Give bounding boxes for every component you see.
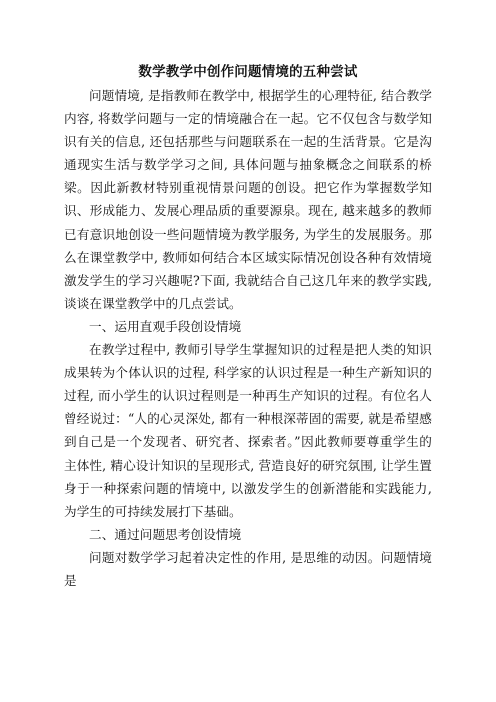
intro-paragraph: 问题情境, 是指教师在教学中, 根据学生的心理特征, 结合教学内容, 将数学问题与一定的情境融合在一起。它不仅包含与数学知识有关的信息, 还包括那些与问题联系在一起的生活背景。它是沟通现实生活与数学学习之间, 具体问题与抽象概念之间联系的桥梁。因此新教材特别重视情景问题的创设。把它作为掌握数学知识、形成能力、发展心理品质的重要源泉。现在, 越来越多的教师已有意识地创设一些问题情境为教学服务, 为学生的发展服务。那么在课堂教学中, 教师如何结合本区域实际情况创设各种有效情境激发学生的学习兴趣呢?下面, 我就结合自己这几年来的教学实践, 谈谈在课堂教学中的几点尝试。 — [64, 88, 432, 311]
section-2-paragraph: 问题对数学学习起着决定性的作用, 是思维的动因。问题情境是 — [64, 549, 432, 588]
section-heading-1: 一、运用直观手段创设情境 — [89, 318, 242, 334]
document-title: 数学教学中创作问题情境的五种尝试 — [138, 64, 358, 80]
document-page — [64, 62, 432, 592]
section-1-paragraph: 在教学过程中, 教师引导学生掌握知识的过程是把人类的知识成果转为个体认识的过程, 科学家的认识过程是一种生产新知识的过程, 而小学生的认识过程则是一种再生产知识的过程。有位名人曾经说过：“人的心灵深处, 都有一种根深蒂固的需要, 就是希望感到自己是一个发现者、研究者、探索者。”因此教师要尊重学生的主体性, 精心设计知识的呈现形式, 营造良好的研究氛围, 让学生置身于一种探索问题的情境中, 以激发学生的创新潜能和实践能力, 为学生的可持续发展打下基础。 — [64, 342, 432, 519]
section-heading-2: 二、通过问题思考创设情境 — [89, 526, 242, 542]
